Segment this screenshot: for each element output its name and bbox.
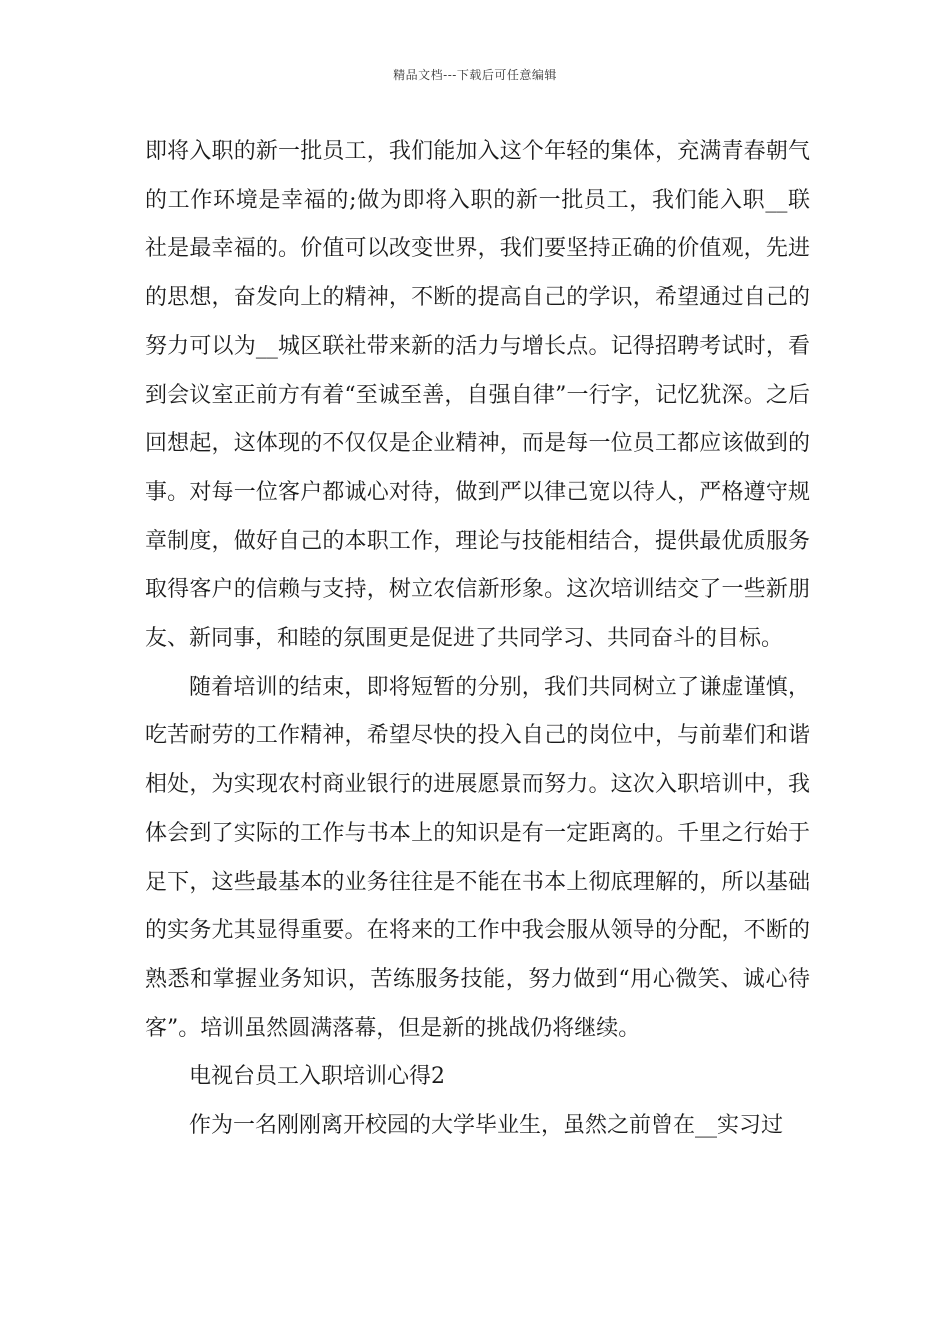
paragraph-1: 即将入职的新一批员工，我们能加入这个年轻的集体，充满青春朝气的工作环境是幸福的;做为即将入职的新一批员工，我们能入职__联社是最幸福的。价值可以改变世界，我们要坚持正确的价值观，先进的思想，奋发向上的精神，不断的提高自己的学识，希望通过自己的努力可以为__城区联社带来新的活力与增长点。记得招聘考试时，看到会议室正前方有着“至诚至善，自强自律”一行字，记忆犹深。之后回想起，这体现的不仅仅是企业精神，而是每一位员工都应该做到的事。对每一位客户都诚心对待，做到严以律己宽以待人，严格遵守规章制度，做好自己的本职工作，理论与技能相结合，提供最优质服务取得客户的信赖与支持，树立农信新形象。这次培训结交了一些新朋友、新同事，和睦的氛围更是促进了共同学习、共同奋斗的目标。 xyxy=(145,139,810,652)
section-heading: 电视台员工入职培训心得2 xyxy=(189,1064,445,1090)
document-body xyxy=(145,128,810,1151)
paragraph-2: 随着培训的结束，即将短暂的分别，我们共同树立了谦虚谨慎，吃苦耐劳的工作精神，希望尽快的投入自己的岗位中，与前辈们和谐相处，为实现农村商业银行的进展愿景而努力。这次入职培训中，我体会到了实际的工作与书本上的知识是有一定距离的。千里之行始于足下，这些最基本的业务往往是不能在书本上彻底理解的，所以基础的实务尤其显得重要。在将来的工作中我会服从领导的分配，不断的熟悉和掌握业务知识，苦练服务技能，努力做到“用心微笑、诚心待客”。培训虽然圆满落幕，但是新的挑战仍将继续。 xyxy=(145,674,810,1041)
page-header: 精品文档---下载后可任意编辑 xyxy=(393,68,557,82)
paragraph-3: 作为一名刚刚离开校园的大学毕业生，虽然之前曾在__实习过 xyxy=(189,1113,784,1139)
